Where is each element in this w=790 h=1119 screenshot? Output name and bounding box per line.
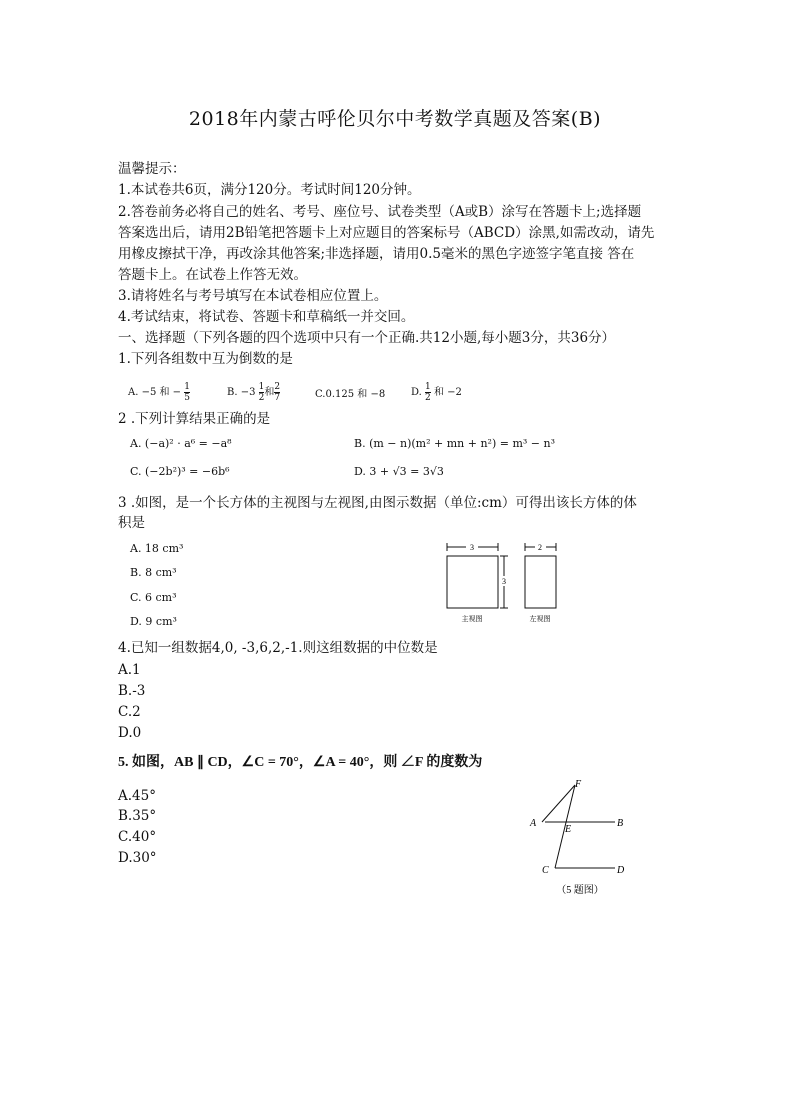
- q1-stem: 1.下列各组数中互为倒数的是: [118, 351, 293, 367]
- main-width-label: 3: [470, 543, 474, 552]
- q5-stem: 5. 如图，AB ∥ CD，∠C = 70°，∠A = 40°，则 ∠F 的度数为: [118, 755, 483, 770]
- main-view: [447, 543, 508, 608]
- q4-option-d: D.0: [118, 725, 142, 741]
- q5-option-a: A.45°: [118, 788, 156, 804]
- main-height-label: 3: [502, 577, 506, 586]
- q5-figure: [520, 775, 640, 900]
- tip-2-line-4: 答题卡上。在试卷上作答无效。: [118, 267, 307, 283]
- point-d: D: [617, 865, 625, 876]
- q1-option-c: C.0.125 和 −8: [315, 389, 386, 400]
- main-view-label: 主视图: [461, 615, 483, 623]
- q4-stem: 4.已知一组数据4,0, -3,6,2,-1.则这组数据的中位数是: [118, 640, 438, 656]
- point-b: B: [617, 818, 624, 829]
- tip-2-line-3: 用橡皮擦拭干净，再改涂其他答案;非选择题，请用0.5毫米的黑色字迹签字笔直接 答在: [118, 246, 635, 262]
- q1-option-b: B. −3 $\frac{1}{2}$ 和 $\frac{2}{7}$: [227, 382, 281, 403]
- left-view-label: 左视图: [529, 615, 551, 623]
- figure-caption: （5 题图）: [556, 885, 604, 896]
- left-view: [525, 543, 556, 608]
- q3-stem-line-1: 3 .如图，是一个长方体的主视图与左视图,由图示数据（单位:cm）可得出该长方体的体: [118, 495, 637, 511]
- q4-option-a: A.1: [118, 662, 141, 678]
- page-title: 2018年内蒙古呼伦贝尔中考数学真题及答案(B): [188, 108, 602, 130]
- point-a: A: [530, 818, 537, 829]
- q2-option-a: A. (−a)² · a⁶ = −a⁸: [130, 437, 232, 450]
- q2-option-d: D. 3 + √3 = 3√3: [354, 465, 444, 478]
- tip-3: 3.请将姓名与考号填写在本试卷相应位置上。: [118, 288, 388, 304]
- q5-option-b: B.35°: [118, 808, 157, 824]
- q2-option-c: C. (−2b²)³ = −6b⁶: [130, 465, 230, 478]
- q3-option-c: C. 6 cm³: [130, 591, 177, 604]
- q4-option-c: C.2: [118, 704, 141, 720]
- q5-option-d: D.30°: [118, 850, 157, 866]
- q3-option-d: D. 9 cm³: [130, 615, 177, 628]
- q1-option-a: A. −5 和 − $\frac{1}{5}$: [128, 382, 190, 403]
- tip-4: 4.考试结束，将试卷、答题卡和草稿纸一并交回。: [118, 309, 415, 325]
- q2-stem: 2 .下列计算结果正确的是: [118, 411, 271, 427]
- point-e: E: [565, 824, 572, 835]
- q4-option-b: B.-3: [118, 683, 146, 699]
- tips-heading: 温馨提示：: [118, 161, 186, 177]
- tip-1: 1.本试卷共6页，满分120分。考试时间120分钟。: [118, 182, 421, 198]
- q5-option-c: C.40°: [118, 829, 157, 845]
- q3-figure: [438, 538, 568, 628]
- q3-option-b: B. 8 cm³: [130, 566, 177, 579]
- q1-option-d: D. $\frac{1}{2}$ 和 −2: [411, 382, 462, 403]
- tip-2-line-1: 2.答卷前务必将自己的姓名、考号、座位号、试卷类型（A或B）涂写在答题卡上;选择题: [118, 204, 642, 220]
- section-heading: 一、选择题（下列各题的四个选项中只有一个正确.共12小题,每小题3分，共36分）: [118, 330, 616, 346]
- tip-2-line-2: 答案选出后，请用2B铅笔把答题卡上对应题目的答案标号（ABCD）涂黑,如需改动，请先: [118, 225, 655, 241]
- left-width-label: 2: [538, 543, 542, 552]
- q3-stem-line-2: 积是: [118, 515, 145, 531]
- q3-option-a: A. 18 cm³: [130, 542, 184, 555]
- point-f: F: [575, 779, 582, 790]
- point-c: C: [542, 865, 549, 876]
- q2-option-b: B. (m − n)(m² + mn + n²) = m³ − n³: [354, 437, 555, 450]
